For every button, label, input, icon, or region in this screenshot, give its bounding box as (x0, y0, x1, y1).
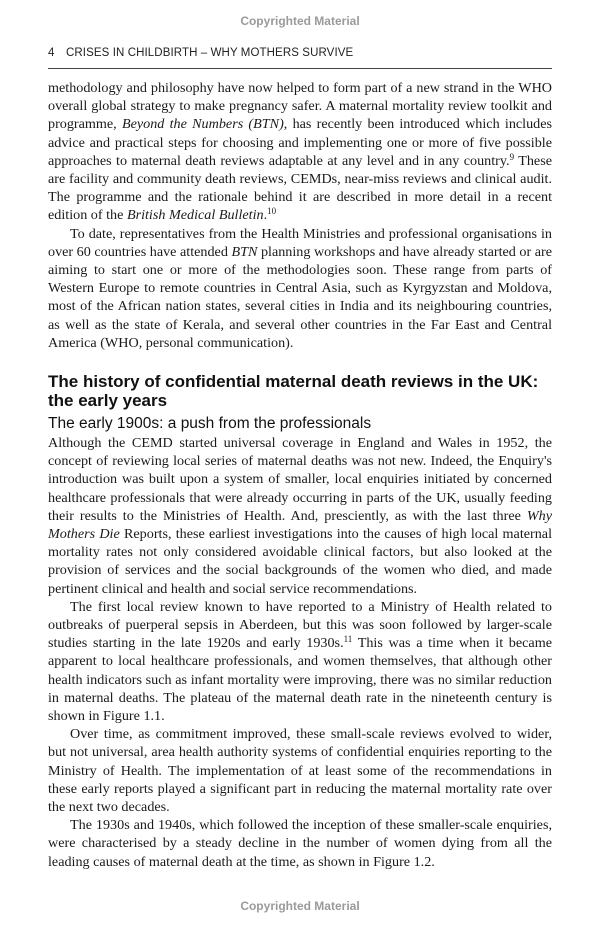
running-head-title: CRISES IN CHILDBIRTH – WHY MOTHERS SURVIVE (66, 47, 354, 59)
footnote-ref-9[interactable]: 9 (509, 151, 515, 162)
text-block-top (48, 79, 552, 352)
footnote-ref-10[interactable]: 10 (267, 206, 277, 217)
copyright-watermark-bottom: Copyrighted Material (240, 899, 360, 913)
copyright-watermark-top: Copyrighted Material (240, 14, 360, 28)
paragraph-5: Over time, as commitment improved, these small-scale reviews evolved to wider, but not universal, area health authority systems of confidential enquiries reporting to the Ministry of Health. The implementation of at least some of the recommendations in these early reports played a significant part in reducing the maternal mortality rate over the next two decades. (48, 726, 552, 816)
paragraph-3: Although the CEMD started universal coverage in England and Wales in 1952, the concept of reviewing local series of maternal deaths was not new. Indeed, the Enquiry's introduction was built upon a system of smaller, local enquiries initiated by concerned healthcare professionals that were already occurring in parts of the UK, usually feeding their results to the Ministries of Health. And, presciently, as with the last three Why Mothers Die Reports, these earliest investigations into the causes of high local maternal mortality rates not only considered avoidable clinical factors, but also looked at the provision of services and the social backgrounds of the women who died, and made pertinent clinical and health and social service recommendations. (48, 435, 553, 597)
paragraph-1: methodology and philosophy have now helped to form part of a new strand in the WHO overall global strategy to make pregnancy safer. A maternal mortality review toolkit and programme, Beyond the Numbers (BTN), has recently been introduced which includes advice and practical steps for choosing and implementing one or more of five possible approaches to maternal death reviews adaptable at any level and in any country.$^9$ These are facility and community death reviews, CEMDs, near-miss reviews and clinical audit. The programme and the rationale behind it are described in more detail in a recent edition of the British Medical Bulletin.$^{10}$ (48, 80, 553, 224)
page-number: 4 (48, 47, 55, 59)
header-rule (48, 68, 552, 69)
section-subheading: The early 1900s: a push from the professionals (48, 415, 372, 432)
section-heading: The history of confidential maternal death reviews in the UK: the early years (48, 372, 539, 410)
running-head (48, 47, 552, 59)
paragraph-4: The first local review known to have reported to a Ministry of Health related to outbreaks of puerperal sepsis in Aberdeen, but this was soon followed by larger-scale studies starting in the late 1920s and early 1930s.$^{11}$ This was a time when it became apparent to local healthcare professionals, and women themselves, that although other health indicators such as infant mortality were improving, there was no similar reduction in maternal deaths. The plateau of the maternal death rate in the nineteenth century is shown in Figure 1.1. (48, 598, 552, 725)
paragraph-6: The 1930s and 1940s, which followed the inception of these smaller-scale enquiries, were characterised by a steady decline in the number of women dying from all the leading causes of maternal death at the time, as shown in Figure 1.2. (48, 817, 552, 870)
paragraph-2: To date, representatives from the Health Ministries and professional organisations in over 60 countries have attended BTN planning workshops and have already started or are aiming to start one or more of the methodologies soon. These range from parts of Western Europe to remote countries in Central Asia, such as Kyrgyzstan and Moldova, most of the African nation states, several cities in India and its neighbouring countries, as well as the state of Kerala, and several other countries in the Far East and Central America (WHO, personal communication). (48, 225, 553, 351)
text-block-section (48, 372, 552, 871)
footnote-ref-11[interactable]: 11 (343, 634, 353, 645)
